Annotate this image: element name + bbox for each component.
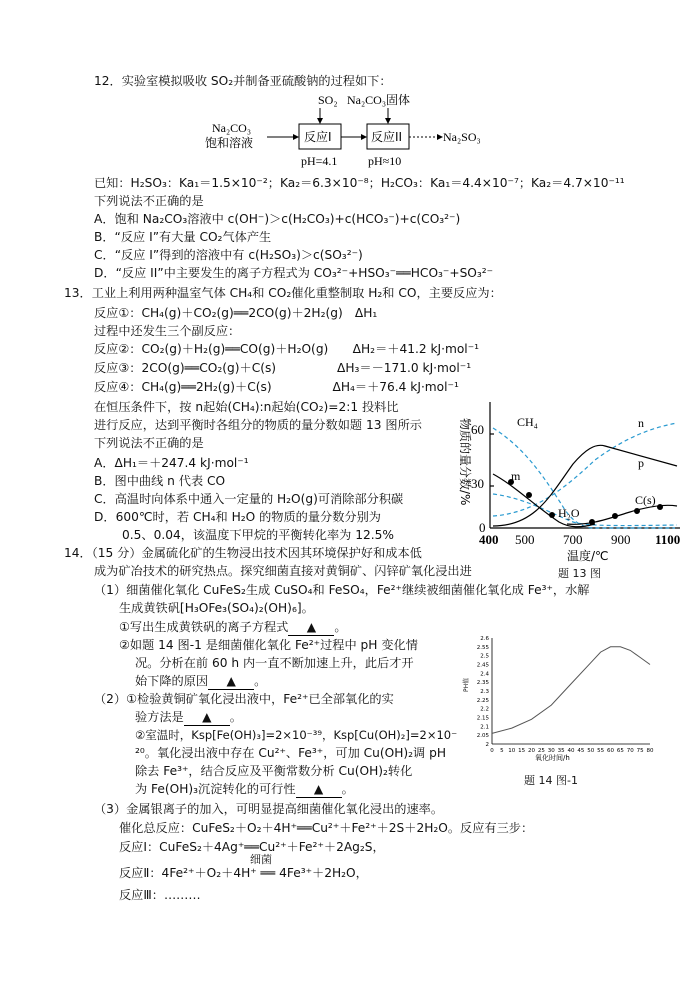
chart14-xtick: 65 [616, 748, 624, 754]
q12-flow-diagram [205, 92, 505, 170]
chart13-ytick-60: 60 [471, 422, 484, 437]
q12-known: 已知：H₂SO₃：Ka₁＝1.5×10⁻²；Ka₂＝6.3×10⁻⁸；H₂CO₃：Ka₁＝4.4×10⁻⁷；Ka₂＝4.7×10⁻¹¹ [94, 176, 625, 190]
chart14-xtick: 50 [587, 748, 595, 754]
chart13-ylabel: 物质的量分数/% [458, 418, 472, 506]
flow-so2: SO₂ [318, 93, 338, 107]
q14-p2-1a: （2）①检验黄铜矿氧化浸出液中，Fe²⁺已全部氧化的实 [94, 692, 394, 706]
q12-stem: 下列说法不正确的是 [94, 194, 204, 208]
chart13-xtick-500: 500 [515, 532, 535, 547]
q14-p2-2c: 除去 Fe³⁺，结合反应及平衡常数分析 Cu(OH)₂转化 [135, 764, 413, 778]
chart14-xtick: 45 [577, 748, 585, 754]
chart14-ytick: 2.05 [476, 733, 489, 740]
chart14-xtick: 55 [597, 748, 605, 754]
chart14-xtick: 10 [508, 748, 516, 754]
flow-ph2: pH≈10 [368, 154, 402, 168]
chart13-ytick-0: 0 [479, 520, 486, 535]
chart14-xtick: 20 [528, 748, 535, 754]
chart14-xtick: 15 [518, 748, 526, 754]
q14-p1-q2c-text: 始下降的原因 [135, 674, 209, 688]
q14-r3: 反应Ⅲ：……… [119, 888, 201, 902]
q14-p1-q2a: ②如题 14 图-1 是细菌催化氧化 Fe²⁺过程中 pH 变化情 [119, 638, 418, 652]
q14-p2-1b: 验方法是 ▲ 。 [135, 710, 242, 724]
q12-option-a: A．饱和 Na₂CO₃溶液中 c(OH⁻)＞c(H₂CO₃)+c(HCO₃⁻)+c(CO₃²⁻) [94, 212, 461, 226]
chart14-xtick: 35 [557, 748, 565, 754]
q13-side-reaction-3: 反应③：2CO(g)══CO₂(g)＋C(s) ΔH₃＝－171.0 kJ·mol⁻¹ [94, 361, 472, 375]
chart14-ytick: 2.15 [476, 715, 489, 722]
q14-p2-2a: ②室温时，Ksp[Fe(OH)₃]=2×10⁻³⁹，Ksp[Cu(OH)₂]=2×10⁻ [135, 728, 458, 742]
flow-box1-label: 反应I [304, 130, 332, 144]
chart14-xlabel: 氧化时间/h [535, 754, 570, 762]
q12-title: 12．实验室模拟吸收 SO₂并制备亚硫酸钠的过程如下： [94, 74, 392, 88]
q12-option-b: B．“反应 I”有大量 CO₂气体产生 [94, 230, 272, 244]
q14-p3: （3）金属银离子的加入，可明显提高细菌催化氧化浸出的速率。 [94, 802, 444, 816]
q14-p1-q2b: 况。分析在前 60 h 内一直不断加速上升，此后才开 [135, 656, 414, 670]
chart14-ytick: 2.1 [480, 724, 489, 731]
answer-blank: ▲ [184, 710, 230, 726]
chart14-ytick: 2.45 [476, 662, 489, 669]
flow-reactant-line1: Na₂CO₃ [212, 121, 252, 135]
chart14-ytick: 2.2 [480, 706, 489, 713]
q13-main-reaction: 反应①：CH₄(g)＋CO₂(g)══2CO(g)＋2H₂(g) ΔH₁ [94, 306, 378, 320]
chart13-label-p: p [638, 456, 644, 470]
chart13-xtick-700: 700 [563, 532, 583, 547]
chart14-ytick: 2.55 [476, 644, 489, 651]
chart13-xlabel: 温度/℃ [567, 549, 609, 563]
q14-p1-cont: 生成黄铁矾[H₃OFe₃(SO₄)₂(OH)₆]。 [119, 601, 314, 615]
chart14-ytick: 2.35 [476, 680, 489, 687]
q14-p2-1b-text: 验方法是 [135, 710, 184, 724]
chart-13 [455, 398, 695, 573]
q14-r2-condition: 细菌 [250, 853, 272, 866]
chart14-xtick: 0 [490, 748, 494, 754]
chart13-label-n: n [638, 416, 644, 430]
chart13-ytick-30: 30 [471, 476, 484, 491]
flow-na2co3-solid: Na₂CO₃固体 [347, 93, 411, 107]
chart13-xtick-900: 900 [611, 532, 631, 547]
chart-14-ph [460, 632, 660, 772]
q14-caption: 题 14 图-1 [524, 774, 578, 787]
chart14-series-line [492, 647, 650, 734]
q14-r1: 反应Ⅰ：CuFeS₂＋4Ag⁺══Cu²⁺＋Fe²⁺＋2Ag₂S， [119, 840, 385, 854]
q14-p3-total: 催化总反应：CuFeS₂＋O₂＋4H⁺══Cu²⁺＋Fe²⁺＋2S＋2H₂O。反应有三步： [119, 821, 534, 835]
chart13-xtick-400: 400 [479, 532, 499, 547]
chart13-label-m: m [511, 469, 521, 483]
flow-ph1: pH=4.1 [301, 154, 338, 168]
q12-option-c: C．“反应 I”得到的溶液中有 c(H₂SO₃)＞c(SO₃²⁻) [94, 248, 363, 262]
q13-option-b: B．图中曲线 n 代表 CO [94, 474, 226, 488]
q12-option-d: D．“反应 II”中主要发生的离子方程式为 CO₃²⁻+HSO₃⁻══HCO₃⁻+SO₃²⁻ [94, 266, 494, 280]
chart14-ylabel: PH值 [463, 677, 470, 692]
chart14-xtick: 80 [646, 748, 654, 754]
chart14-ytick: 2.3 [480, 689, 489, 695]
chart13-label-h2o: H₂O [558, 506, 580, 520]
answer-blank: ▲ [208, 674, 254, 690]
q13-option-c: C．高温时向体系中通入一定量的 H₂O(g)可消除部分积碳 [94, 492, 404, 506]
chart14-xtick: 75 [636, 748, 644, 754]
q14-p1-q1-text: ①写出生成黄铁矾的离子方程式 [119, 620, 289, 634]
chart14-xtick: 70 [626, 748, 634, 754]
chart14-xtick: 40 [567, 748, 575, 754]
flow-product: Na₂SO₃ [443, 130, 481, 144]
q14-p2-2d-text: 为 Fe(OH)₃沉淀转化的可行性 [135, 782, 296, 796]
chart13-label-ch4: CH₄ [517, 415, 538, 429]
q14-p1-q2c: 始下降的原因 ▲ 。 [135, 674, 267, 688]
q14-p2-2b: ²⁰。氧化浸出液中存在 Cu²⁺、Fe³⁺，可加 Cu(OH)₂调 pH [135, 746, 447, 760]
q14-p1-q1: ①写出生成黄铁矾的离子方程式 ▲ 。 [119, 620, 347, 634]
chart14-xtick: 30 [547, 748, 555, 754]
chart14-ytick: 2 [485, 742, 489, 748]
q14-p2-2d: 为 Fe(OH)₃沉淀转化的可行性 ▲ 。 [135, 782, 354, 796]
chart14-ytick: 2.25 [476, 697, 489, 704]
q13-caption: 题 13 图 [558, 567, 601, 580]
q13-side-reaction-4: 反应④：CH₄(g)══2H₂(g)＋C(s) ΔH₄＝＋76.4 kJ·mol⁻¹ [94, 380, 459, 394]
chart14-xtick: 60 [607, 748, 614, 754]
flow-box2-label: 反应II [371, 130, 403, 144]
chart13-xtick-1100: 1100 [655, 532, 681, 547]
answer-blank: ▲ [296, 782, 342, 798]
q13-condition-2: 进行反应，达到平衡时各组分的物质的量分数如题 13 图所示 [94, 418, 422, 432]
q13-title: 13．工业上利用两种温室气体 CH₄和 CO₂催化重整制取 H₂和 CO，主要反应为： [64, 286, 502, 300]
q13-side-reaction-2: 反应②：CO₂(g)＋H₂(g)══CO(g)＋H₂O(g) ΔH₂＝＋41.2 kJ·mol⁻¹ [94, 342, 480, 356]
q13-option-a: A．ΔH₁＝＋247.4 kJ·mol⁻¹ [94, 456, 249, 470]
chart13-label-c: C(s) [635, 493, 656, 507]
chart14-ytick: 2.6 [480, 636, 489, 642]
chart14-ytick: 2.5 [480, 653, 489, 660]
q14-r2: 反应Ⅱ：4Fe²⁺＋O₂＋4H⁺ ══ 4Fe³⁺＋2H₂O， [119, 866, 368, 880]
q14-title-cont: 成为矿冶技术的研究热点。探究细菌直接对黄铜矿、闪锌矿氧化浸出进 [94, 564, 472, 578]
chart14-ytick: 2.4 [480, 671, 489, 678]
flow-reactant-line2: 饱和溶液 [205, 136, 254, 150]
chart14-xtick: 5 [500, 748, 504, 754]
q13-option-d-cont: 0.5、0.04，该温度下甲烷的平衡转化率为 12.5% [122, 528, 394, 542]
q13-condition-1: 在恒压条件下，按 n起始(CH₄):n起始(CO₂)=2:1 投料比 [94, 400, 399, 414]
chart14-xtick: 25 [537, 748, 545, 754]
q13-option-d: D．600℃时，若 CH₄和 H₂O 的物质的量分数分别为 [94, 510, 381, 524]
q14-p1: （1）细菌催化氧化 CuFeS₂生成 CuSO₄和 FeSO₄，Fe²⁺继续被细菌催化氧化成 Fe³⁺，水解 [94, 583, 590, 597]
answer-blank: ▲ [288, 620, 334, 636]
q13-side-intro: 过程中还发生三个副反应： [94, 324, 241, 338]
q14-title: 14．（15 分）金属硫化矿的生物浸出技术因其环境保护好和成本低 [64, 546, 422, 560]
q13-stem: 下列说法不正确的是 [94, 436, 204, 450]
